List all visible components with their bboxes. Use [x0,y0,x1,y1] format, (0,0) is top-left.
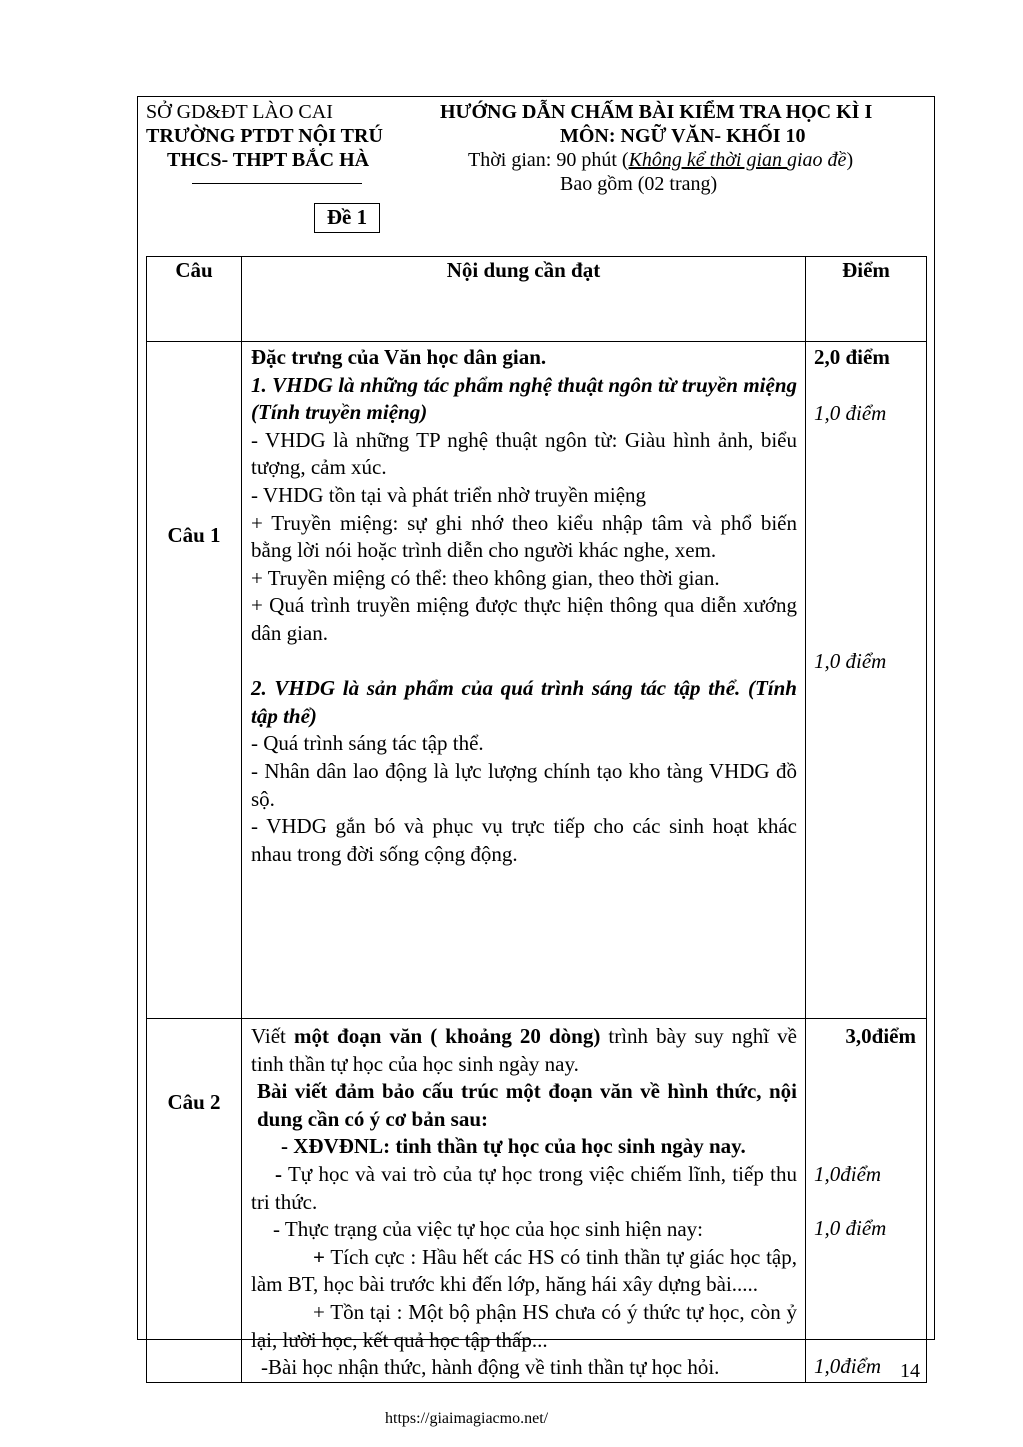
school-name-line1: TRƯỜNG PTDT NỘI TRÚ [146,125,383,147]
c2-line-04b: Tự học và vai trò của tự học trong việc chiếm lĩnh, tiếp thu tri thức. [251,1161,797,1214]
doc-title: HƯỚNG DẪN CHẤM BÀI KIỂM TRA HỌC KÌ I [440,101,873,123]
c2-line-06a: + [313,1244,325,1269]
c1-line-05: + Truyền miệng: sự ghi nhớ theo kiểu nhập tâm và phổ biến bằng lời nói hoặc trình diễn cho người khác nghe, xem. [251,510,797,563]
c1-line-10: - Nhân dân lao động là lực lượng chính tạo kho tàng VHDG đồ sộ. [251,758,797,811]
subject-line: MÔN: NGỮ VĂN- KHỐI 10 [560,125,806,147]
question-1-text: Câu 1 [167,523,221,547]
c1-score-total: 2,0 điểm [814,345,890,369]
c2-line-04 [251,1161,797,1216]
table-row-cau2 [147,1019,927,1383]
c1-spacer [251,648,797,676]
question-2-text: Câu 2 [167,1090,221,1114]
c2-line-05: - Thực trạng của việc tự học của học sinh hiện nay: [273,1217,703,1242]
score-column-2 [806,1019,927,1383]
c2-line-06b: Tích cực : Hầu hết các HS có tinh thần tự giác học tập, làm BT, học bài trước khi đến lớp, hăng hái xây dựng bài..... [251,1244,797,1297]
header-underline [192,183,362,184]
c1-line-11: - VHDG gắn bó và phục vụ trực tiếp cho các sinh hoạt khác nhau trong đời sống cộng động. [251,814,797,866]
c2-line-04a: - [275,1161,282,1186]
page-number: 14 [900,1360,920,1382]
header-question: Câu [147,257,242,342]
table-header-row [147,257,927,342]
time-prefix: Thời gian: 90 phút ( [468,149,629,171]
grading-table [146,256,927,1383]
c2-line-02: Bài viết đảm bảo cấu trúc một đoạn văn về hình thức, nội dung cần có ý cơ bản sau: [257,1079,797,1131]
header-score: Điểm [806,257,927,342]
c1-line-02: 1. VHDG là những tác phẩm nghệ thuật ngôn từ truyền miệng (Tính truyền miệng) [251,372,797,425]
c2-score-a: 1,0điểm [814,1161,882,1186]
c1-line-01: Đặc trưng của Văn học dân gian. [251,345,547,369]
time-suffix: ) [846,149,854,171]
header-content: Nội dung cần đạt [242,257,806,342]
time-note-a: Không kể thời gian [628,149,787,171]
c1-score-b: 1,0 điểm [814,649,887,674]
c1-line-03: - VHDG là những TP nghệ thuật ngôn từ: Giàu hình ảnh, biểu tượng, cảm xúc. [251,427,797,480]
c1-line-06: + Truyền miệng có thể: theo không gian, theo thời gian. [251,565,720,590]
table-row-cau1 [147,342,927,1019]
c1-line-04: - VHDG tồn tại và phát triển nhờ truyền miệng [251,482,647,507]
time-line [468,148,853,172]
c1-line-08: 2. VHDG là sản phẩm của quá trình sáng tác tập thể. (Tính tập thể) [251,676,797,728]
score-column-1 [806,342,927,1019]
time-note-b: giao đề [787,149,847,171]
dept-name: SỞ GD&ĐT LÀO CAI [146,101,333,123]
c2-line-07: + Tồn tại : Một bộ phận HS chưa có ý thức tự học, còn ỷ lại, lười học, kết quả học tập thấp... [251,1299,797,1352]
question-label-1 [147,342,242,1019]
c2-line-01 [251,1023,797,1078]
c2-line-03: - XĐVĐNL: tinh thần tự học của học sinh ngày nay. [281,1134,746,1159]
exam-version-box: Đề 1 [314,203,380,233]
c2-score-total: 3,0điểm [845,1024,916,1048]
c2-line-06 [251,1244,797,1299]
footer-url[interactable]: https://giaimagiacmo.net/ [385,1410,549,1427]
c1-line-09: - Quá trình sáng tác tập thể. [251,731,484,756]
c2-line-01b: một đoạn văn ( khoảng 20 dòng) [293,1024,601,1048]
c2-line-01c: trình bày suy nghĩ về tinh thần tự học của học sinh ngày nay. [251,1024,797,1076]
c2-score-c: 1,0điểm [814,1353,882,1378]
c2-line-08: -Bài học nhận thức, hành động về tinh thần tự học hỏi. [261,1355,720,1380]
answer-content-1 [242,342,806,1019]
c1-score-a: 1,0 điểm [814,400,887,425]
page-count: Bao gồm (02 trang) [560,173,718,195]
c2-line-01a: Viết [251,1024,294,1048]
answer-content-2 [242,1019,806,1383]
question-label-2 [147,1019,242,1383]
c2-score-b: 1,0 điểm [814,1216,887,1241]
school-name-line2: THCS- THPT BẮC HÀ [167,149,370,171]
c1-line-07: + Quá trình truyền miệng được thực hiện thông qua diễn xướng dân gian. [251,593,797,645]
